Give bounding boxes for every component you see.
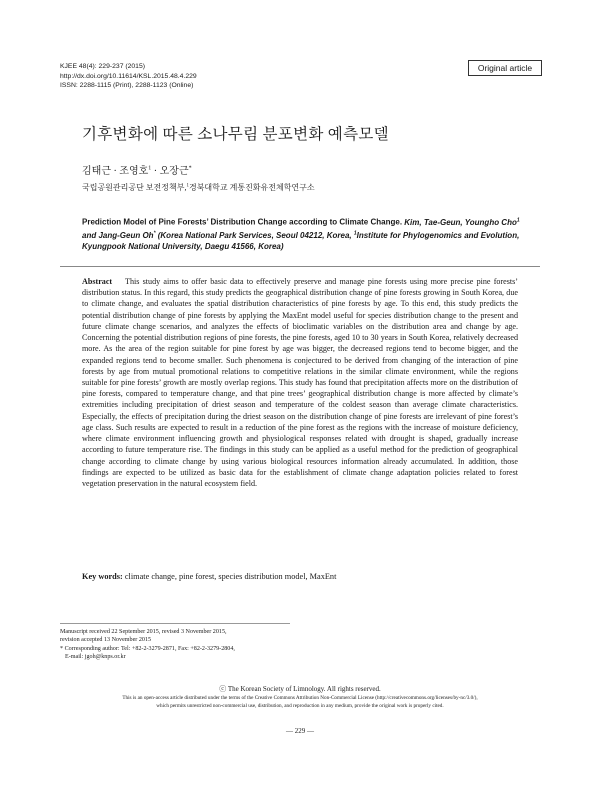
keywords-label: Key words:: [82, 572, 123, 581]
korean-title: 기후변화에 따른 소나무림 분포변화 예측모델: [82, 126, 389, 143]
issn: ISSN: 2288-1115 (Print), 2288-1123 (Online): [60, 82, 194, 89]
footnote-divider: [60, 623, 290, 624]
footnotes: [60, 628, 360, 662]
abstract-label: Abstract: [82, 277, 113, 286]
license-text: [30, 694, 570, 710]
page-number: — 229 —: [286, 727, 314, 735]
revision-accepted: revision accepted 13 November 2015: [60, 637, 152, 644]
keywords: [82, 572, 518, 581]
abstract-text: This study aims to offer basic data to effectively preserve and manage pine forests using more precise pine forests’ distribution status. In this regard, this study predicts the geographical distribution change of pine forests growing in South Korea, due to climate change, and evaluates the spatial distribution characteristics of pine forests by age. To this end, this study predicts the potential distribution change of pine forests by applying the MaxEnt model useful for species distribution change to the present and future climate change scenarios, and analyzes the effects of bioclimatic variables on the distribution area and change by age. Concerning the potential distribution regions of pine forests, the pine forests, aged 10 to 30 years in South Korea, relatively decreased more. As the area of the region suitable for pine forest by age was bigger, the decreased regions tend to become bigger, and the expanded regions tend to become smaller. Such phenomena is conjectured to be derived from changing of the interaction of pine forests by age from mutual promotional relations to competitive relations in the similar climate environment, while the regions suitable for pine forests’ growth are mostly overlap regions. This study has found that precipitation affects more on the distribution of pine forests, compared to temperature change, and that pine trees’ geographical distribution change is more affected by climate’s extremities including precipitation of driest season and temperature of the coldest season than average climate characteristics. Especially, the effects of precipitation during the driest season on the distribution change of pine forests are irrelevant of pine forest’s age class. Such results are expected to result in a reduction of the pine forest as the regions with the increase of moisture deficiency, where climate environment influencing growth and physiological responses related with drought is shaped, gradually increase according to future temperature rise. The findings in this study can be applied as a useful method for the prediction of geographical change according to climate change by using various biological resources information already accumulated. In addition, those findings are expected to be utilized as basic data for the establishment of climate change adaptation policies related to forest vegetation preservation in the natural ecosystem field.: [82, 277, 518, 488]
korean-affiliation: 국립공원관리공단 보전정책부,$^1$경북대학교 계통진화유전체학연구소: [82, 183, 315, 192]
corresponding-author: * Corresponding author: Tel: +82-2-3279-2871, Fax: +82-2-3279-2804,: [60, 645, 235, 652]
article-type-badge: Original article: [468, 60, 542, 76]
english-authors: Kim, Tae-Geun, Youngho Cho$^1$ and Jang-Geun Oh*: [82, 217, 520, 240]
copyright: ⓒ The Korean Society of Limnology. All rights reserved.: [219, 685, 381, 693]
license-line-2: which permits unrestricted non-commercial use, distribution, and reproduction in any medium, provide the original work is properly cited.: [156, 703, 444, 710]
header-divider: [60, 266, 540, 267]
english-title: Prediction Model of Pine Forests’ Distribution Change according to Climate Change.: [82, 217, 403, 227]
journal-citation: KJEE 48(4): 229-237 (2015): [60, 63, 146, 70]
author-email[interactable]: E-mail: jgoh@knps.or.kr: [65, 654, 126, 661]
journal-info: [60, 62, 197, 91]
english-title-block: [82, 215, 522, 252]
doi-link[interactable]: http://dx.doi.org/10.11614/KSL.2015.48.4.229: [60, 72, 197, 80]
license-line-1: This is an open-access article distributed under the terms of the Creative Commons Attribution Non-Commercial License (http://creativecommons.org/licenses/by-nc/3.0/),: [122, 695, 478, 701]
keywords-text: climate change, pine forest, species distribution model, MaxEnt: [124, 572, 337, 581]
korean-authors: 김태근 · 조영호$^1$ · 오장근*: [82, 165, 192, 177]
english-affiliation: (Korea National Park Services, Seoul 04212, Korea, $^1$Institute for Phylogenomics and Evolution, Kyungpook National University, Daegu 41566, Korea): [82, 229, 520, 251]
manuscript-received: Manuscript received 22 September 2015, revised 3 November 2015,: [60, 629, 227, 635]
abstract: [82, 276, 518, 489]
